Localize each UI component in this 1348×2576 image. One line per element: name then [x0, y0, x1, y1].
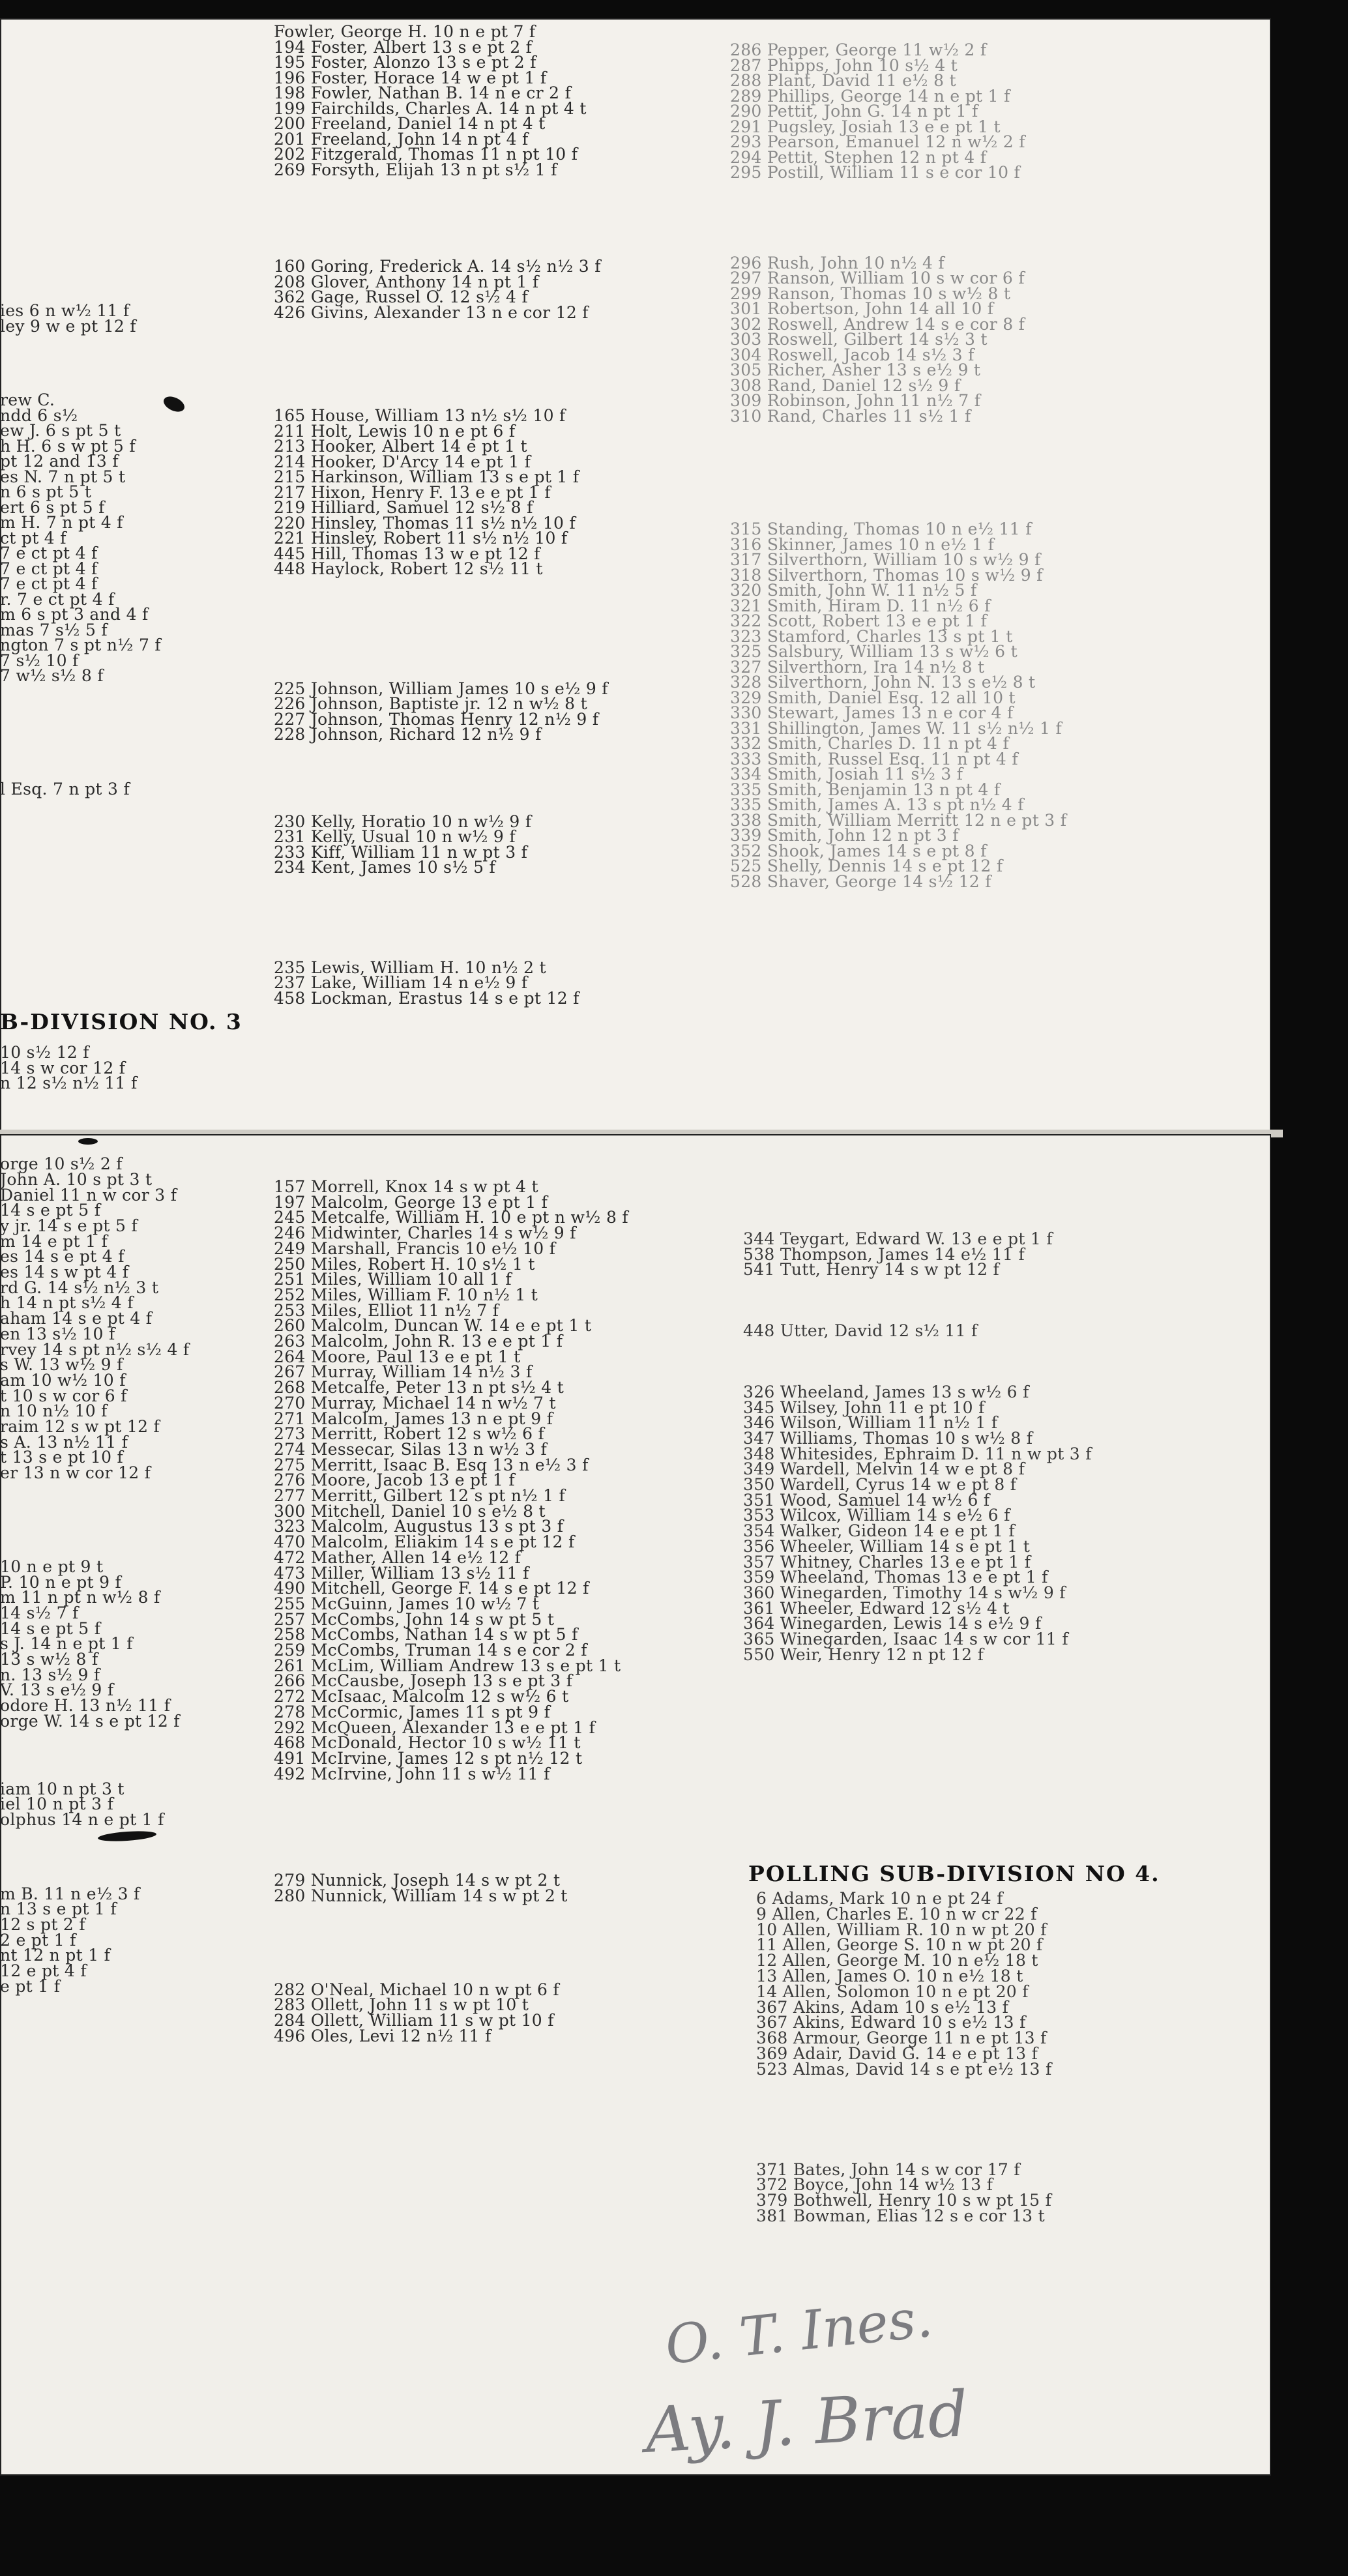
list-entry: 214 Hooker, D'Arcy 14 e pt 1 f: [274, 452, 531, 471]
list-entry: 367 Akins, Adam 10 s e½ 13 f: [756, 1997, 1009, 2017]
list-entry: 249 Marshall, Francis 10 e½ 10 f: [274, 1238, 556, 1258]
list-entry: 277 Merritt, Gilbert 12 s pt n½ 1 f: [274, 1486, 566, 1505]
right-subdivision-heading: POLLING SUB-DIVISION NO 4.: [748, 1861, 1160, 1886]
list-entry: 221 Hinsley, Robert 11 s½ n½ 10 f: [274, 529, 568, 548]
list-entry: rvey 14 s pt n½ s½ 4 f: [0, 1339, 190, 1359]
list-entry: 458 Lockman, Erastus 14 s e pt 12 f: [274, 988, 579, 1008]
list-entry: 261 McLim, William Andrew 13 s e pt 1 t: [274, 1656, 621, 1675]
list-entry: n 10 n½ 10 f: [0, 1401, 108, 1421]
list-entry: 286 Pepper, George 11 w½ 2 f: [730, 40, 987, 59]
list-entry: aham 14 s e pt 4 f: [0, 1309, 153, 1328]
list-entry: n 12 s½ n½ 11 f: [0, 1074, 138, 1093]
list-entry: 381 Bowman, Elias 12 s e cor 13 t: [756, 2206, 1045, 2225]
list-entry: 198 Fowler, Nathan B. 14 n e cr 2 f: [274, 83, 572, 102]
list-entry: 201 Freeland, John 14 n pt 4 f: [274, 129, 529, 149]
list-entry: rew C.: [0, 390, 55, 409]
list-entry: 338 Smith, William Merritt 12 n e pt 3 f: [730, 810, 1067, 830]
list-entry: 335 Smith, James A. 13 s pt n½ 4 f: [730, 795, 1024, 814]
list-entry: 302 Roswell, Andrew 14 s e cor 8 f: [730, 314, 1025, 334]
list-entry: iam 10 n pt 3 t: [0, 1779, 125, 1798]
list-entry: 470 Malcolm, Eliakim 14 s e pt 12 f: [274, 1532, 575, 1552]
list-entry: 344 Teygart, Edward W. 13 e e pt 1 f: [743, 1229, 1053, 1248]
list-entry: ew J. 6 s pt 5 t: [0, 421, 121, 440]
list-entry: 279 Nunnick, Joseph 14 s w pt 2 t: [274, 1871, 561, 1890]
list-entry: 252 Miles, William F. 10 n½ 1 t: [274, 1285, 538, 1304]
list-entry: 11 Allen, George S. 10 n w pt 20 f: [756, 1935, 1043, 1955]
list-entry: 7 s½ 10 f: [0, 651, 79, 670]
list-entry: 353 Wilcox, William 14 s e½ 6 f: [743, 1506, 1010, 1525]
list-entry: s J. 14 n e pt 1 f: [0, 1634, 133, 1654]
list-entry: m H. 7 n pt 4 f: [0, 513, 123, 532]
list-entry: 295 Postill, William 11 s e cor 10 f: [730, 163, 1021, 182]
list-entry: 315 Standing, Thomas 10 n e½ 11 f: [730, 520, 1032, 538]
list-entry: 257 McCombs, John 14 s w pt 5 t: [274, 1609, 555, 1629]
list-entry: 291 Pugsley, Josiah 13 e e pt 1 t: [730, 117, 1001, 136]
list-entry: s W. 13 w½ 9 f: [0, 1355, 123, 1375]
list-entry: 303 Roswell, Gilbert 14 s½ 3 t: [730, 330, 988, 349]
list-entry: 473 Miller, William 13 s½ 11 f: [274, 1563, 529, 1583]
list-entry: 339 Smith, John 12 n pt 3 f: [730, 826, 959, 845]
list-entry: 364 Winegarden, Lewis 14 s e½ 9 f: [743, 1614, 1042, 1633]
list-entry: ndd 6 s½: [0, 405, 78, 425]
list-entry: 332 Smith, Charles D. 11 n pt 4 f: [730, 734, 1010, 753]
list-entry: r. 7 e ct pt 4 f: [0, 589, 115, 609]
list-entry: 490 Mitchell, George F. 14 s e pt 12 f: [274, 1579, 589, 1598]
list-entry: orge 10 s½ 2 f: [0, 1154, 123, 1174]
list-entry: mas 7 s½ 5 f: [0, 620, 108, 639]
list-entry: 10 n e pt 9 t: [0, 1557, 104, 1576]
list-entry: 6 Adams, Mark 10 n e pt 24 f: [756, 1889, 1003, 1908]
list-entry: 301 Robertson, John 14 all 10 f: [730, 299, 994, 318]
list-entry: 320 Smith, John W. 11 n½ 5 f: [730, 581, 977, 600]
list-entry: 325 Salsbury, William 13 s w½ 6 t: [730, 642, 1018, 661]
list-entry: 356 Wheeler, William 14 s e pt 1 t: [743, 1536, 1031, 1556]
list-entry: 360 Winegarden, Timothy 14 s w½ 9 f: [743, 1583, 1066, 1602]
signature-1: O. T. Ines.: [662, 2287, 936, 2377]
list-entry: 323 Malcolm, Augustus 13 s pt 3 f: [274, 1517, 564, 1536]
list-entry: 14 s w cor 12 f: [0, 1058, 126, 1077]
list-entry: 283 Ollett, John 11 s w pt 10 t: [274, 1995, 529, 2015]
list-entry: 327 Silverthorn, Ira 14 n½ 8 t: [730, 657, 985, 677]
list-entry: 326 Wheeland, James 13 s w½ 6 f: [743, 1382, 1029, 1401]
list-entry: Daniel 11 n w cor 3 f: [0, 1185, 177, 1205]
list-entry: 235 Lewis, William H. 10 n½ 2 t: [274, 958, 546, 977]
list-entry: 160 Goring, Frederick A. 14 s½ n½ 3 f: [274, 257, 601, 276]
list-entry: en 13 s½ 10 f: [0, 1324, 115, 1343]
list-entry: 258 McCombs, Nathan 14 s w pt 5 f: [274, 1625, 578, 1645]
list-entry: 318 Silverthorn, Thomas 10 s w½ 9 f: [730, 565, 1043, 585]
list-entry: 491 McIrvine, James 12 s pt n½ 12 t: [274, 1748, 583, 1768]
list-entry: 310 Rand, Charles 11 s½ 1 f: [730, 406, 971, 426]
list-entry: 346 Wilson, William 11 n½ 1 f: [743, 1413, 998, 1433]
left-subdivision-heading: B-DIVISION NO. 3: [0, 1009, 242, 1034]
list-entry: 259 McCombs, Truman 14 s e cor 2 f: [274, 1641, 587, 1660]
list-entry: 347 Williams, Thomas 10 s w½ 8 f: [743, 1428, 1033, 1448]
list-entry: 13 Allen, James O. 10 n e½ 18 t: [756, 1967, 1023, 1985]
list-entry: 448 Haylock, Robert 12 s½ 11 t: [274, 559, 543, 578]
list-entry: 300 Mitchell, Daniel 10 s e½ 8 t: [274, 1501, 546, 1521]
list-entry: 230 Kelly, Horatio 10 n w½ 9 f: [274, 812, 532, 831]
list-entry: 269 Forsyth, Elijah 13 n pt s½ 1 f: [274, 160, 557, 179]
list-entry: 334 Smith, Josiah 11 s½ 3 f: [730, 765, 963, 783]
list-entry: 7 w½ s½ 8 f: [0, 666, 104, 685]
list-entry: 194 Foster, Albert 13 s e pt 2 f: [274, 37, 533, 57]
list-entry: h 14 n pt s½ 4 f: [0, 1293, 134, 1313]
list-entry: 290 Pettit, John G. 14 n pt 1 f: [730, 102, 978, 121]
list-entry: e pt 1 f: [0, 1976, 61, 1996]
list-entry: 348 Whitesides, Ephraim D. 11 n w pt 3 f: [743, 1444, 1092, 1463]
list-entry: n 13 s e pt 1 f: [0, 1899, 117, 1919]
list-entry: 7 e ct pt 4 f: [0, 544, 98, 563]
list-entry: 275 Merritt, Isaac B. Esq 13 n e½ 3 f: [274, 1455, 589, 1474]
list-entry: 309 Robinson, John 11 n½ 7 f: [730, 391, 981, 410]
list-entry: 227 Johnson, Thomas Henry 12 n½ 9 f: [274, 709, 599, 729]
list-entry: 2 e pt 1 f: [0, 1930, 76, 1950]
list-entry: 345 Wilsey, John 11 e pt 10 f: [743, 1398, 985, 1417]
list-entry: 299 Ranson, Thomas 10 s w½ 8 t: [730, 284, 1011, 303]
list-entry: 225 Johnson, William James 10 s e½ 9 f: [274, 679, 608, 698]
list-entry: ct pt 4 f: [0, 528, 66, 548]
list-entry: es N. 7 n pt 5 t: [0, 467, 126, 486]
list-entry: V. 13 s e½ 9 f: [0, 1680, 114, 1700]
ink-blot: [78, 1138, 98, 1145]
list-entry: 372 Boyce, John 14 w½ 13 f: [756, 2175, 993, 2195]
list-entry: pt 12 and 13 f: [0, 452, 119, 471]
list-entry: 278 McCormic, James 11 s pt 9 f: [274, 1702, 551, 1721]
list-entry: 330 Stewart, James 13 n e cor 4 f: [730, 703, 1014, 722]
list-entry: 426 Givins, Alexander 13 n e cor 12 f: [274, 302, 589, 322]
list-entry: 200 Freeland, Daniel 14 n pt 4 t: [274, 114, 546, 133]
list-entry: es 14 s e pt 4 f: [0, 1247, 125, 1266]
list-entry: m B. 11 n e½ 3 f: [0, 1884, 140, 1903]
list-entry: es 14 s w pt 4 f: [0, 1263, 129, 1281]
list-entry: 228 Johnson, Richard 12 n½ 9 f: [274, 725, 542, 744]
list-entry: 371 Bates, John 14 s w cor 17 f: [756, 2159, 1020, 2179]
list-entry: n 6 s pt 5 t: [0, 482, 92, 501]
list-entry: 14 s e pt 5 f: [0, 1201, 101, 1220]
list-entry: n. 13 s½ 9 f: [0, 1665, 100, 1684]
list-entry: 550 Weir, Henry 12 n pt 12 f: [743, 1645, 984, 1664]
list-entry: 264 Moore, Paul 13 e e pt 1 t: [274, 1347, 521, 1366]
list-entry: 365 Winegarden, Isaac 14 s w cor 11 f: [743, 1630, 1068, 1648]
list-entry: 357 Whitney, Charles 13 e e pt 1 f: [743, 1552, 1031, 1572]
list-entry: 267 Murray, William 14 n½ 3 f: [274, 1362, 533, 1382]
list-entry: 10 Allen, William R. 10 n w pt 20 f: [756, 1920, 1047, 1939]
list-entry: 379 Bothwell, Henry 10 s w pt 15 f: [756, 2191, 1052, 2210]
list-entry: Fowler, George H. 10 n e pt 7 f: [274, 22, 536, 41]
list-entry: 317 Silverthorn, William 10 s w½ 9 f: [730, 550, 1041, 569]
list-entry: 288 Plant, David 11 e½ 8 t: [730, 71, 956, 90]
list-entry: 349 Wardell, Melvin 14 w e pt 8 f: [743, 1459, 1025, 1479]
list-entry: 255 McGuinn, James 10 w½ 7 t: [274, 1594, 540, 1613]
list-entry: 7 e ct pt 4 f: [0, 574, 98, 593]
list-entry: 351 Wood, Samuel 14 w½ 6 f: [743, 1490, 990, 1510]
list-entry: 12 Allen, George M. 10 n e½ 18 t: [756, 1951, 1038, 1970]
list-entry: 297 Ranson, William 10 s w cor 6 f: [730, 269, 1025, 287]
list-entry: ngton 7 s pt n½ 7 f: [0, 636, 161, 654]
list-entry: 217 Hixon, Henry F. 13 e e pt 1 f: [274, 482, 551, 502]
list-entry: 289 Phillips, George 14 n e pt 1 f: [730, 86, 1010, 106]
list-entry: 280 Nunnick, William 14 s w pt 2 t: [274, 1886, 568, 1905]
list-entry: 14 s e pt 5 f: [0, 1618, 101, 1638]
list-entry: 251 Miles, William 10 all 1 f: [274, 1270, 512, 1289]
list-entry: 333 Smith, Russel Esq. 11 n pt 4 f: [730, 749, 1018, 768]
list-entry: ies 6 n w½ 11 f: [0, 301, 130, 320]
list-entry: 296 Rush, John 10 n½ 4 f: [730, 253, 945, 272]
list-entry: 368 Armour, George 11 n e pt 13 f: [756, 2028, 1047, 2048]
list-entry: raim 12 s w pt 12 f: [0, 1417, 160, 1436]
list-entry: 268 Metcalfe, Peter 13 n pt s½ 4 t: [274, 1378, 564, 1398]
list-entry: 272 McIsaac, Malcolm 12 s w½ 6 t: [274, 1687, 569, 1706]
list-entry: 523 Almas, David 14 s e pt e½ 13 f: [756, 2059, 1052, 2079]
list-entry: 253 Miles, Elliot 11 n½ 7 f: [274, 1300, 499, 1320]
list-entry: y jr. 14 s e pt 5 f: [0, 1216, 138, 1235]
list-entry: 328 Silverthorn, John N. 13 s e½ 8 t: [730, 673, 1036, 692]
list-entry: 213 Hooker, Albert 14 e pt 1 t: [274, 437, 527, 456]
list-entry: s A. 13 n½ 11 f: [0, 1432, 128, 1452]
list-entry: m 6 s pt 3 and 4 f: [0, 605, 149, 624]
list-entry: 219 Hilliard, Samuel 12 s½ 8 f: [274, 498, 533, 517]
list-entry: 165 House, William 13 n½ s½ 10 f: [274, 406, 566, 425]
list-entry: 528 Shaver, George 14 s½ 12 f: [730, 871, 991, 891]
list-entry: 245 Metcalfe, William H. 10 e pt n w½ 8 f: [274, 1208, 628, 1227]
list-entry: 226 Johnson, Baptiste jr. 12 n w½ 8 t: [274, 694, 587, 713]
list-entry: 276 Moore, Jacob 13 e pt 1 f: [274, 1471, 515, 1490]
list-entry: 538 Thompson, James 14 e½ 11 f: [743, 1244, 1025, 1264]
list-entry: t 13 s e pt 10 f: [0, 1448, 124, 1467]
list-entry: t 10 s w cor 6 f: [0, 1386, 127, 1405]
list-entry: 361 Wheeler, Edward 12 s½ 4 t: [743, 1598, 1010, 1618]
list-entry: 211 Holt, Lewis 10 n e pt 6 f: [274, 421, 516, 441]
list-entry: 367 Akins, Edward 10 s e½ 13 f: [756, 2013, 1026, 2032]
list-entry: 196 Foster, Horace 14 w e pt 1 f: [274, 68, 547, 87]
list-entry: 472 Mather, Allen 14 e½ 12 f: [274, 1547, 521, 1567]
list-entry: 202 Fitzgerald, Thomas 11 n pt 10 f: [274, 145, 578, 164]
list-entry: 246 Midwinter, Charles 14 s w½ 9 f: [274, 1223, 576, 1243]
list-entry: 14 Allen, Solomon 10 n e pt 20 f: [756, 1982, 1029, 2001]
list-entry: er 13 n w cor 12 f: [0, 1463, 151, 1483]
list-entry: 308 Rand, Daniel 12 s½ 9 f: [730, 375, 961, 395]
list-entry: 197 Malcolm, George 13 e pt 1 f: [274, 1192, 548, 1212]
list-entry: 305 Richer, Asher 13 s e½ 9 t: [730, 360, 981, 379]
list-entry: 7 e ct pt 4 f: [0, 559, 98, 578]
list-entry: P. 10 n e pt 9 f: [0, 1572, 122, 1592]
list-entry: 448 Utter, David 12 s½ 11 f: [743, 1321, 978, 1341]
list-entry: 9 Allen, Charles E. 10 n w cr 22 f: [756, 1904, 1037, 1924]
list-entry: 273 Merritt, Robert 12 s w½ 6 f: [274, 1424, 545, 1444]
list-entry: 359 Wheeland, Thomas 13 e e pt 1 f: [743, 1568, 1048, 1587]
list-entry: l Esq. 7 n pt 3 f: [0, 779, 130, 798]
list-entry: 292 McQueen, Alexander 13 e e pt 1 f: [274, 1718, 596, 1737]
list-entry: olphus 14 n e pt 1 f: [0, 1809, 164, 1829]
list-entry: 234 Kent, James 10 s½ 5 f: [274, 858, 496, 877]
list-entry: 541 Tutt, Henry 14 s w pt 12 f: [743, 1260, 1000, 1280]
list-entry: 293 Pearson, Emanuel 12 n w½ 2 f: [730, 132, 1025, 151]
list-entry: 350 Wardell, Cyrus 14 w e pt 8 f: [743, 1475, 1017, 1494]
list-entry: orge W. 14 s e pt 12 f: [0, 1711, 180, 1731]
list-entry: 496 Oles, Levi 12 n½ 11 f: [274, 2026, 491, 2045]
list-entry: 199 Fairchilds, Charles A. 14 n pt 4 t: [274, 98, 587, 118]
list-entry: 250 Miles, Robert H. 10 s½ 1 t: [274, 1254, 535, 1274]
list-entry: 362 Gage, Russel O. 12 s½ 4 f: [274, 287, 529, 306]
list-entry: 274 Messecar, Silas 13 n w½ 3 f: [274, 1439, 548, 1459]
list-entry: 260 Malcolm, Duncan W. 14 e e pt 1 t: [274, 1316, 592, 1336]
list-entry: 492 McIrvine, John 11 s w½ 11 f: [274, 1764, 550, 1783]
list-entry: ert 6 s pt 5 f: [0, 497, 105, 517]
list-entry: 208 Glover, Anthony 14 n pt 1 f: [274, 272, 539, 291]
list-entry: 266 McCausbe, Joseph 13 s e pt 3 f: [274, 1671, 573, 1691]
list-entry: 220 Hinsley, Thomas 11 s½ n½ 10 f: [274, 513, 576, 533]
list-entry: 352 Shook, James 14 s e pt 8 f: [730, 841, 987, 860]
list-entry: iel 10 n pt 3 f: [0, 1794, 114, 1814]
list-entry: am 10 w½ 10 f: [0, 1370, 126, 1390]
list-entry: m 11 n pt n w½ 8 f: [0, 1588, 160, 1607]
list-entry: 322 Scott, Robert 13 e e pt 1 f: [730, 611, 988, 630]
list-entry: 323 Stamford, Charles 13 s pt 1 t: [730, 626, 1013, 646]
list-entry: 271 Malcolm, James 13 n e pt 9 f: [274, 1409, 553, 1428]
list-entry: 195 Foster, Alonzo 13 s e pt 2 f: [274, 53, 536, 72]
list-entry: 12 s pt 2 f: [0, 1915, 85, 1934]
list-entry: 263 Malcolm, John R. 13 e e pt 1 f: [274, 1332, 563, 1351]
list-entry: 369 Adair, David G. 14 e e pt 13 f: [756, 2044, 1038, 2063]
list-entry: odore H. 13 n½ 11 f: [0, 1696, 171, 1716]
list-entry: 354 Walker, Gideon 14 e e pt 1 f: [743, 1521, 1015, 1541]
list-entry: John A. 10 s pt 3 t: [0, 1169, 153, 1189]
list-entry: 215 Harkinson, William 13 s e pt 1 f: [274, 467, 579, 486]
list-entry: 525 Shelly, Dennis 14 s e pt 12 f: [730, 856, 1003, 875]
list-entry: ley 9 w e pt 12 f: [0, 316, 136, 336]
list-entry: 316 Skinner, James 10 n e½ 1 f: [730, 534, 995, 554]
list-entry: 14 s½ 7 f: [0, 1603, 79, 1622]
list-entry: rd G. 14 s½ n½ 3 t: [0, 1278, 159, 1297]
list-entry: 335 Smith, Benjamin 13 n pt 4 f: [730, 780, 1001, 799]
list-entry: 12 e pt 4 f: [0, 1961, 87, 1981]
list-entry: 287 Phipps, John 10 s½ 4 t: [730, 55, 958, 75]
list-entry: 237 Lake, William 14 n e½ 9 f: [274, 973, 528, 992]
list-entry: 284 Ollett, William 11 s w pt 10 f: [274, 2011, 554, 2030]
list-entry: 10 s½ 12 f: [0, 1043, 89, 1062]
list-entry: m 14 e pt 1 f: [0, 1231, 108, 1251]
list-entry: 270 Murray, Michael 14 n w½ 7 t: [274, 1393, 556, 1412]
list-entry: 294 Pettit, Stephen 12 n pt 4 f: [730, 147, 987, 167]
list-entry: 233 Kiff, William 11 n w pt 3 f: [274, 842, 528, 862]
list-entry: 321 Smith, Hiram D. 11 n½ 6 f: [730, 596, 991, 615]
list-entry: h H. 6 s w pt 5 f: [0, 436, 136, 456]
list-entry: 331 Shillington, James W. 11 s½ n½ 1 f: [730, 718, 1062, 738]
list-entry: 13 s w½ 8 f: [0, 1650, 98, 1669]
document-sheet-lower: [0, 1134, 1271, 2476]
list-entry: 329 Smith, Daniel Esq. 12 all 10 t: [730, 688, 1016, 707]
list-entry: 304 Roswell, Jacob 14 s½ 3 f: [730, 345, 974, 364]
list-entry: 468 McDonald, Hector 10 s w½ 11 t: [274, 1733, 581, 1753]
list-entry: 231 Kelly, Usual 10 n w½ 9 f: [274, 827, 516, 846]
list-entry: 282 O'Neal, Michael 10 n w pt 6 f: [274, 1980, 559, 1999]
list-entry: 445 Hill, Thomas 13 w e pt 12 f: [274, 544, 540, 563]
list-entry: nt 12 n pt 1 f: [0, 1946, 111, 1965]
list-entry: 157 Morrell, Knox 14 s w pt 4 t: [274, 1177, 538, 1196]
signature-2: Ay. J. Brad: [643, 2377, 970, 2467]
